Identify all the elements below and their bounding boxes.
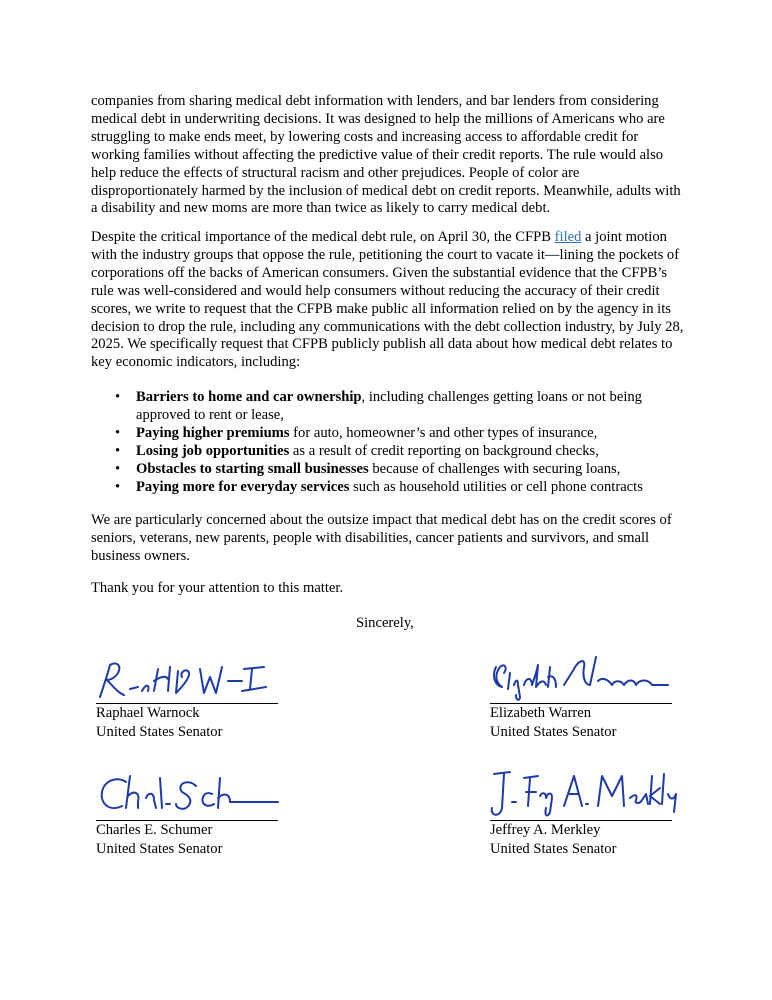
list-item-heading: Paying more for everyday services xyxy=(136,478,350,495)
paragraph-text: Thank you for your attention to this matter. xyxy=(91,580,344,596)
paragraph-medical-debt-rule xyxy=(91,93,687,218)
bullet-icon: • xyxy=(115,478,121,495)
bullet-icon: • xyxy=(115,460,121,477)
list-item xyxy=(91,389,687,425)
signatory-name: Charles E. Schumer xyxy=(96,822,213,838)
paragraph-text: a joint motion with the industry groups that oppose the rule, petitioning the court to vacate it—lining the pockets of corporations off the backs of American consumers. Given the substantial evidence that the CFPB’s rule was well-considered and would help consumers without reducing the accuracy of their credit scores, we write to request that the CFPB make public all information relied on by the agency in its decision to drop the rule, including any communications with the debt collection industry, by July 28, 2025. We specifically request that CFPB publicly publish all data about how medical debt relates to key economic indicators, including: xyxy=(91,229,688,371)
signature-block-warnock xyxy=(96,645,286,742)
list-item-text: , including challenges getting loans or not being approved to rent or lease, xyxy=(136,389,642,423)
list-item-text: as a result of credit reporting on background checks, xyxy=(289,442,599,459)
list-item-heading: Barriers to home and car ownership xyxy=(136,389,362,405)
paragraph-text: companies from sharing medical debt information with lenders, and bar lenders from considering medical debt in underwriting decisions. It was designed to help the millions of Americans who are struggling to make ends meet, by lowering costs and increasing access to affordable credit for working families without affecting the predictive value of their credit reports. The rule would also help reduce the effects of structural racism and other prejudices. People of color are disproportionately harmed by the inclusion of medical debt on credit reports. Meanwhile, adults with a disability and new moms are more than twice as likely to carry medical debt. xyxy=(91,93,685,217)
list-item-heading: Losing job opportunities xyxy=(136,442,290,459)
bullet-icon: • xyxy=(115,424,121,441)
paragraph-text: Despite the critical importance of the medical debt rule, on April 30, the CFPB xyxy=(91,229,555,245)
list-item-heading: Obstacles to starting small businesses xyxy=(136,460,369,477)
signature-block-merkley xyxy=(490,762,680,859)
signatory-title: United States Senator xyxy=(490,841,617,857)
list-item xyxy=(91,443,687,461)
signatory-title: United States Senator xyxy=(96,724,223,740)
list-item xyxy=(91,461,687,479)
paragraph-cfpb-request xyxy=(91,229,687,372)
paragraph-text: We are particularly concerned about the outsize impact that medical debt has on the credit scores of seniors, veterans, new parents, people with disabilities, cancer patients and survivors, and small business owners. xyxy=(91,512,676,564)
paragraph-thanks xyxy=(91,580,687,598)
signature-block-schumer xyxy=(96,762,286,859)
signatory-name: Raphael Warnock xyxy=(96,705,200,721)
signature-warnock-icon xyxy=(96,645,286,703)
list-item xyxy=(91,479,687,497)
list-item-text: such as household utilities or cell phone contracts xyxy=(349,478,643,495)
paragraph-concern xyxy=(91,512,687,566)
signatory-title: United States Senator xyxy=(96,841,223,857)
list-item-heading: Paying higher premiums xyxy=(136,424,290,441)
signature-schumer-icon xyxy=(96,762,286,820)
list-item-text: because of challenges with securing loans, xyxy=(368,460,621,477)
signatory-name: Elizabeth Warren xyxy=(490,705,592,721)
filed-link[interactable]: filed xyxy=(554,229,582,245)
list-item xyxy=(91,425,687,443)
economic-indicators-list xyxy=(91,389,687,496)
list-item-text: for auto, homeowner’s and other types of insurance, xyxy=(289,424,598,441)
closing-salutation: Sincerely, xyxy=(356,615,414,631)
signatory-title: United States Senator xyxy=(490,724,617,740)
bullet-icon: • xyxy=(115,389,121,405)
bullet-icon: • xyxy=(115,442,121,459)
signature-merkley-icon xyxy=(490,762,680,820)
signatory-name: Jeffrey A. Merkley xyxy=(490,822,601,838)
signature-block-warren xyxy=(490,645,680,742)
signature-warren-icon xyxy=(490,645,680,703)
